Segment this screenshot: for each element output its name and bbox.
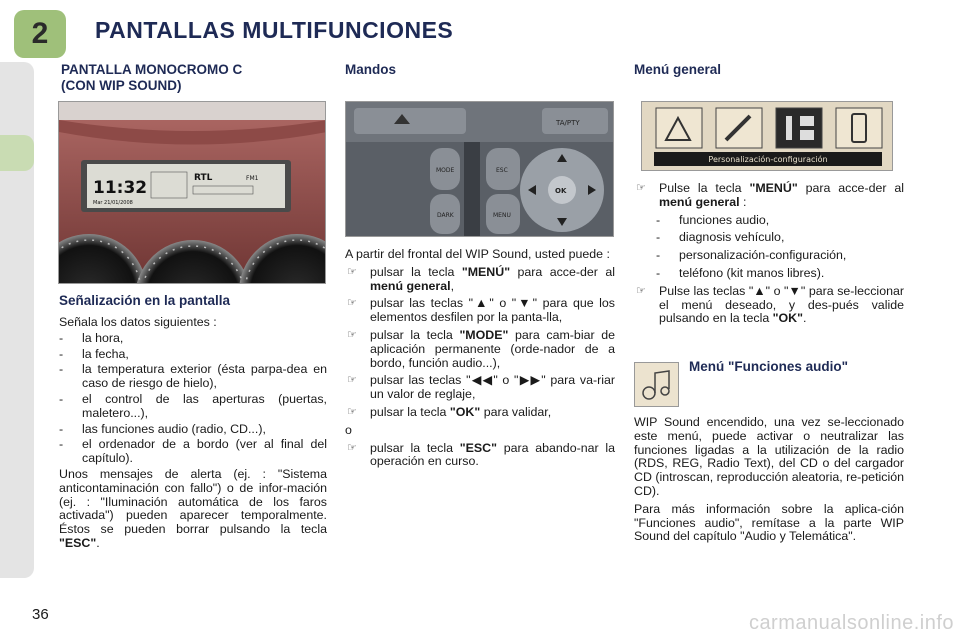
pointing-hand-icon: ☞ — [347, 297, 357, 310]
list-item: - funciones audio, — [656, 212, 770, 227]
signalization-list — [59, 332, 327, 466]
list-item: - diagnosis vehículo, — [656, 230, 785, 245]
display-radio: RTL — [194, 173, 213, 183]
section-heading-monocromo: PANTALLA MONOCROMO C (CON WIP SOUND) — [61, 62, 243, 93]
general-menu-heading: Menú general — [634, 62, 722, 77]
chapter-number: 2 — [31, 17, 49, 50]
esc-label: ESC — [496, 167, 508, 174]
dark-label: DARK — [437, 212, 454, 219]
list-item: ☞ pulsar la tecla "MODE" para cam-biar de aplicación permanente (orde-nador de a bordo, función audio...), — [347, 327, 615, 370]
pointing-hand-icon: ☞ — [347, 374, 357, 387]
pointing-hand-icon: ☞ — [347, 441, 357, 454]
controls-block — [345, 248, 615, 469]
ok-label: OK — [555, 187, 567, 195]
menu-bar-label: Personalización-configuración — [708, 155, 828, 164]
audio-paragraph-1: WIP Sound encendido, una vez se-leccionado este menú, puede activar o neutralizar las funciones ligadas a la utilización de la radio (RDS, REG, Radio Text), del CD o del cargador CD (introscan, reproducción aleatoria, re-petición CD). — [634, 415, 904, 498]
list-item: - la temperatura exterior (ésta parpa-dea en caso de riesgo de hielo), — [59, 362, 327, 391]
list-item: ☞ pulsar la tecla "OK" para validar, — [347, 404, 552, 419]
pointing-hand-icon: ☞ — [347, 328, 357, 341]
audio-menu-text — [634, 416, 904, 544]
list-item: - el control de las aperturas (puertas, maletero...), — [59, 391, 327, 420]
display-date: Mar 21/01/2008 — [93, 200, 133, 206]
controls-list-last — [345, 442, 615, 470]
list-item: - personalización-configuración, — [656, 248, 847, 263]
list-item: ☞ pulsar las teclas "◀◀" o "▶▶" para va-riar un valor de reglaje, — [347, 373, 615, 402]
pointing-hand-icon: ☞ — [347, 265, 357, 278]
audio-menu-icon — [634, 362, 679, 407]
general-menu-list-2 — [634, 285, 904, 326]
general-menu-list — [634, 182, 904, 210]
list-item: - la fecha, — [59, 346, 129, 361]
signalization-heading: Señalización en la pantalla — [59, 293, 231, 308]
controls-list — [345, 266, 615, 420]
ta-pty-label: TA/PTY — [556, 119, 580, 127]
audio-paragraph-2: Para más información sobre la aplica-ción "Funciones audio", remítase a la parte WIP Sound del capítulo "Audio y Telemática". — [634, 501, 904, 544]
general-menu-block — [634, 178, 904, 326]
pointing-hand-icon: ☞ — [636, 182, 646, 194]
dashboard-display-photo — [58, 101, 326, 284]
controls-heading: Mandos — [345, 62, 397, 77]
list-item: - las funciones audio (radio, CD...), — [59, 421, 266, 436]
display-band: FM1 — [246, 175, 259, 182]
audio-menu-heading: Menú "Funciones audio" — [689, 359, 849, 374]
chapter-side-tab — [0, 135, 34, 171]
alert-note: Unos mensajes de alerta (ej. : "Sistema anticontaminación con fallo") o de infor-mación (ej. : "Iluminación automática de los faros activada") pueden aparecer temporalmente. Éstos se pueden borrar pulsando la tecla "ESC". — [59, 466, 327, 550]
menu-label: MENU — [493, 212, 511, 219]
list-item: ☞ Pulse la tecla "MENÚ" para acce-der al menú general : — [636, 181, 905, 209]
controls-photo — [345, 101, 614, 237]
pointing-hand-icon: ☞ — [347, 405, 357, 418]
esc-key-label: "ESC" — [59, 535, 97, 550]
settings-icon — [786, 116, 792, 140]
signalization-block — [59, 316, 327, 551]
signalization-intro: Señala los datos siguientes : — [59, 315, 217, 329]
list-item: - la hora, — [59, 330, 124, 345]
list-item: ☞ pulsar las teclas "▲" o "▼" para que los elementos desfilen por la panta-lla, — [347, 296, 615, 325]
list-item: ☞ pulsar la tecla "ESC" para abando-nar la operación en curso. — [347, 440, 615, 469]
or-text: o — [345, 422, 352, 437]
pointing-hand-icon: ☞ — [636, 284, 646, 297]
page-title: PANTALLAS MULTIFUNCIONES — [95, 17, 454, 43]
mode-label: MODE — [436, 167, 455, 174]
page-number: 36 — [32, 606, 49, 623]
general-menu-screen — [641, 101, 893, 171]
display-time: 11:32 — [93, 178, 148, 198]
general-menu-subitems — [656, 214, 904, 281]
watermark: carmanualsonline.info — [748, 612, 954, 634]
list-item: ☞ pulsar la tecla "MENÚ" para acce-der al menú general, — [347, 264, 615, 293]
controls-intro: A partir del frontal del WIP Sound, usted puede : — [345, 247, 610, 261]
list-item: ☞ Pulse las teclas "▲" o "▼" para se-leccionar el menú deseado, y des-pués valide pulsando en la tecla "OK". — [636, 283, 904, 326]
list-item: - el ordenador de a bordo (ver al final del capítulo). — [59, 437, 327, 466]
list-item: - teléfono (kit manos libres). — [656, 265, 825, 280]
